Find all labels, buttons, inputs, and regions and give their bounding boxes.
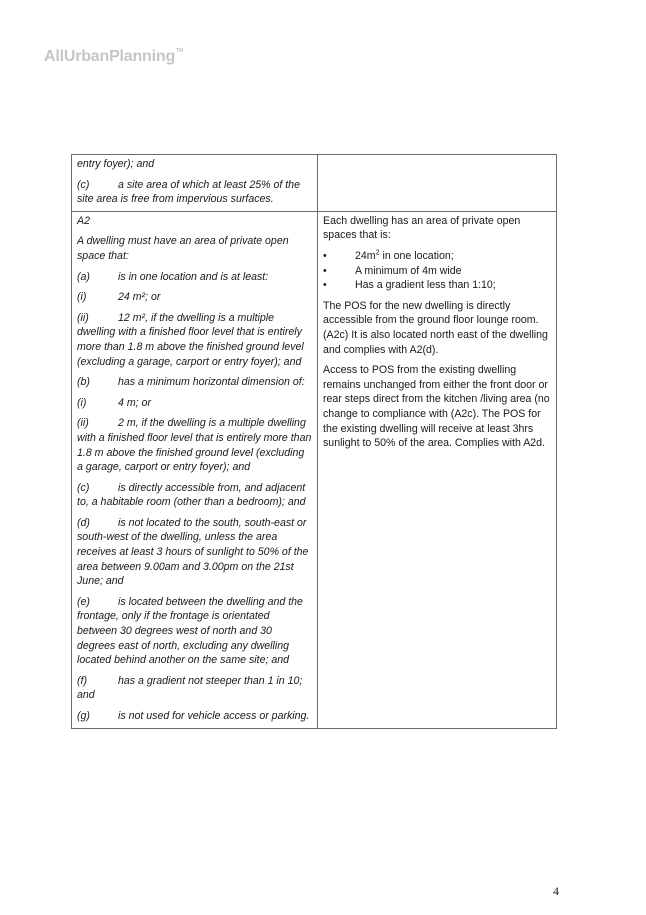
site-logo: AllUrbanPlanning™ [44, 48, 183, 65]
table-row [72, 155, 557, 212]
clause-c: (c) a site area of which at least 25% of the site area is free from impervious surfaces. [77, 178, 300, 206]
clause-c: (c) is directly accessible from, and adjacent to, a habitable room (other than a bedroom); and [77, 481, 306, 509]
response-intro: Each dwelling has an area of private open spaces that is: [323, 214, 521, 242]
response-bullets [323, 249, 551, 293]
acceptable-solution-cell [72, 155, 318, 212]
clause-b: (b) has a minimum horizontal dimension of: [77, 376, 305, 389]
list-item: • A minimum of 4m wide [323, 264, 551, 279]
clause-b-i: (i) 4 m; or [77, 396, 151, 409]
table-row [72, 211, 557, 728]
clause-a: (a) is in one location and is at least: [77, 270, 269, 283]
acceptable-solution-cell [72, 211, 318, 728]
clause-f: (f) has a gradient not steeper than 1 in 10; and [77, 674, 303, 702]
response-cell [318, 155, 557, 212]
clause-intro: A dwelling must have an area of private open space that: [77, 235, 289, 262]
response-cell [318, 211, 557, 728]
clause-e: (e) is located between the dwelling and the frontage, only if the frontage is orientated between 30 degrees west of north and 30 degrees east of north, excluding any dwelling located behind another on the same site; and [77, 595, 303, 667]
list-item: • Has a gradient less than 1:10; [323, 278, 551, 293]
response-paragraph: Access to POS from the existing dwelling remains unchanged from either the front door or rear steps direct from the kitchen /living area (no change to compliance with (A2c). The POS for the existing dwelling will receive at least 3hrs sunlight to 50% of the area. Complies with A2d. [323, 364, 550, 450]
clause-a-ii: (ii) 12 m², if the dwelling is a multiple dwelling with a finished floor level that is entirely more than 1.8 m above the finished ground level (excluding a garage, carport or entry foyer); and [77, 311, 304, 368]
requirements-table [71, 154, 557, 729]
clause-d: (d) is not located to the south, south-east or south-west of the dwelling, unless the area receives at least 3 hours of sunlight to 50% of the area between 9.00am and 3.00pm on the 21st June; and [77, 516, 309, 588]
clause-b-ii: (ii) 2 m, if the dwelling is a multiple dwelling with a finished floor level that is entirely more than 1.8 m above the finished ground level (excluding a garage, carport or entry foyer); and [77, 417, 312, 474]
list-item: • $24m^2$ in one location; [323, 249, 551, 264]
logo-trademark: TM [176, 48, 183, 54]
page-number: 4 [553, 884, 559, 898]
response-paragraph: The POS for the new dwelling is directly accessible from the ground floor lounge room.(A2c) It is also located north east of the dwelling and complies with A2(d). [323, 299, 548, 356]
clause-g: (g) is not used for vehicle access or parking. [77, 710, 310, 722]
paragraph: entry foyer); and [77, 158, 155, 170]
clause-heading: A2 [77, 214, 90, 227]
clause-a-i: (i) 24 m²; or [77, 291, 161, 304]
